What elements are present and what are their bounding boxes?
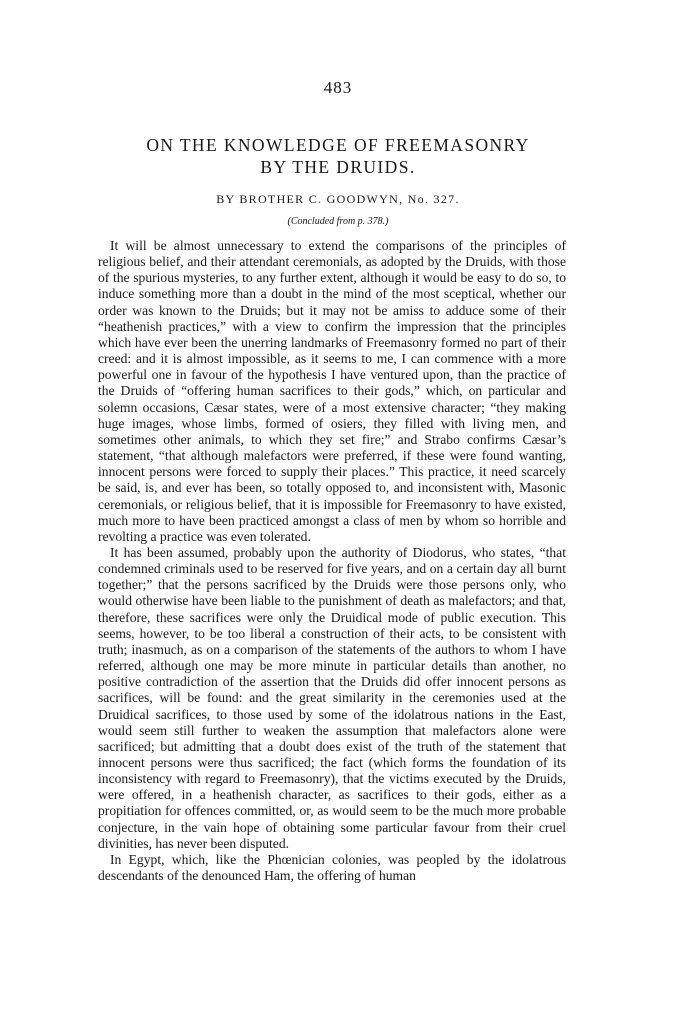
continued-note: (Concluded from p. 378.)	[287, 216, 389, 227]
paragraph-1: It will be almost unnecessary to extend the comparisons of the principles of religious belief, and their attendant ceremonials, as adopted by the Druids, with those of the spurious mysteries, to any further extent, although it would be easy to do so, to induce something more than a doubt in the mind of the most sceptical, whether our order was known to the Druids; but it may not be amiss to adduce some of their “heathenish practices,” with a view to confirm the impression that the principles which have ever been the unerring landmarks of Freemasonry formed no part of their creed: and it is almost impossible, as it seems to me, I can commence with a more powerful one in favour of the hypothesis I have ventured upon, than the practice of the Druids of “offering human sacrifices to their gods,” which, on particular and solemn occasions, Cæsar states, were of a most extensive character; “they making huge images, whose limbs, formed of osiers, they filled with living men, and sometimes other animals, to which they set fire;” and Strabo confirms Cæsar’s statement, “that although malefactors were preferred, if these were found wanting, innocent persons were forced to supply their places.” This practice, it need scarcely be said, is, and ever has been, so totally opposed to, and inconsistent with, Masonic ceremonials, or religious belief, that it is impossible for Freemasonry to have existed, much more to have been practiced amongst a class of men by whom so horrible and revolting a practice was even tolerated.	[98, 238, 566, 544]
article-body	[98, 238, 566, 884]
page-number: 483	[323, 78, 353, 97]
paragraph-2: It has been assumed, probably upon the authority of Diodorus, who states, “that condemned criminals used to be reserved for five years, and on a certain day all burnt together;” that the persons sacrificed by the Druids were those persons only, who would otherwise have been liable to the punishment of death as malefactors; and that, therefore, these sacrifices were only the Druidical mode of public execution. This seems, however, to be too liberal a construction of their acts, to be consistent with truth; inasmuch, as on a comparison of the statements of the authors to whom I have referred, although one may be more minute in particular details than another, no positive contradiction of the assertion that the Druids did offer innocent persons as sacrifices, will be found: and the great similarity in the ceremonies used at the Druidical sacrifices, to those used by some of the idolatrous nations in the East, would seem still further to weaken the assumption that malefactors alone were sacrificed; but admitting that a doubt does exist of the truth of the statement that innocent persons were thus sacrificed; the fact (which forms the foundation of its inconsistency with regard to Freemasonry), that the victims executed by the Druids, were offered, in a heathenish character, as sacrifices to their gods, either as a propitiation for offences committed, or, as would seem to be the much more probable conjecture, in the vain hope of obtaining some particular favour from their cruel divinities, has never been disputed.	[98, 544, 566, 851]
title-line-2: BY THE DRUIDS.	[260, 157, 416, 177]
paragraph-3: In Egypt, which, like the Phœnician colonies, was peopled by the idolatrous descendants of the denounced Ham, the offering of human	[98, 851, 566, 884]
author-byline: BY BROTHER C. GOODWYN, No. 327.	[216, 192, 460, 206]
title-line-1: ON THE KNOWLEDGE OF FREEMASONRY	[146, 135, 530, 155]
article-title	[0, 134, 676, 178]
